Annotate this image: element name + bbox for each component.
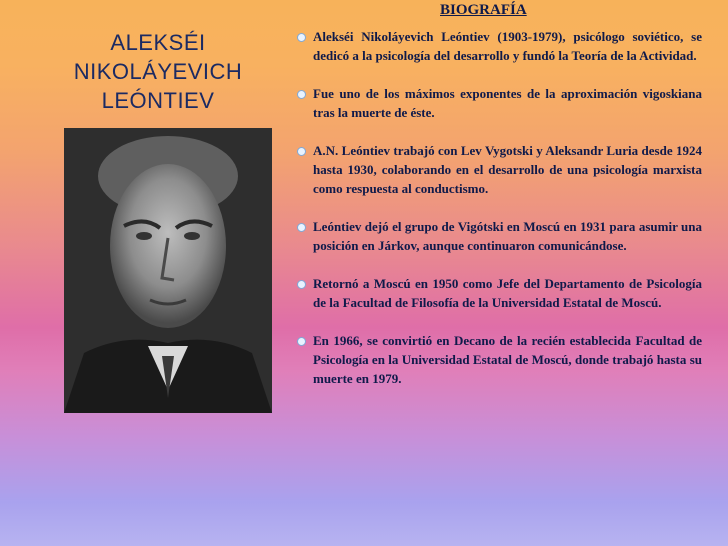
name-line-3: LEÓNTIEV	[101, 88, 215, 113]
bullet-icon	[297, 90, 306, 99]
person-name	[58, 28, 258, 115]
bullet-text: Fue uno de los máximos exponentes de la aproximación vigoskiana tras la muerte de éste.	[313, 86, 702, 120]
portrait-photo	[64, 128, 272, 413]
bullet-item	[296, 27, 702, 65]
slide-title: BIOGRAFÍA	[440, 2, 527, 18]
bullet-item	[296, 141, 702, 198]
portrait-illustration	[64, 128, 272, 413]
bullet-icon	[297, 337, 306, 346]
bullet-text: A.N. Leóntiev trabajó con Lev Vygotski y Aleksandr Luria desde 1924 hasta 1930, colaborando en el desarrollo de una psicología marxista como respuesta al conductismo.	[313, 143, 702, 196]
bullet-list	[296, 27, 702, 407]
bullet-item	[296, 331, 702, 388]
name-line-1: ALEKSÉI	[110, 30, 206, 55]
bullet-text: Retornó a Moscú en 1950 como Jefe del Departamento de Psicología de la Facultad de Filosofía de la Universidad Estatal de Moscú.	[313, 276, 702, 310]
bullet-text: Leóntiev dejó el grupo de Vigótski en Moscú en 1931 para asumir una posición en Járkov, aunque continuaron comunicándose.	[313, 219, 702, 253]
bullet-item	[296, 84, 702, 122]
bullet-item	[296, 274, 702, 312]
bullet-icon	[297, 223, 306, 232]
bullet-icon	[297, 33, 306, 42]
bullet-icon	[297, 280, 306, 289]
bullet-text: En 1966, se convirtió en Decano de la recién establecida Facultad de Psicología en la Universidad Estatal de Moscú, donde trabajó hasta su muerte en 1979.	[313, 333, 702, 386]
bullet-icon	[297, 147, 306, 156]
bullet-item	[296, 217, 702, 255]
bullet-text: Alekséi Nikoláyevich Leóntiev (1903-1979), psicólogo soviético, se dedicó a la psicología del desarrollo y fundó la Teoría de la Actividad.	[313, 29, 702, 63]
name-line-2: NIKOLÁYEVICH	[73, 59, 243, 84]
